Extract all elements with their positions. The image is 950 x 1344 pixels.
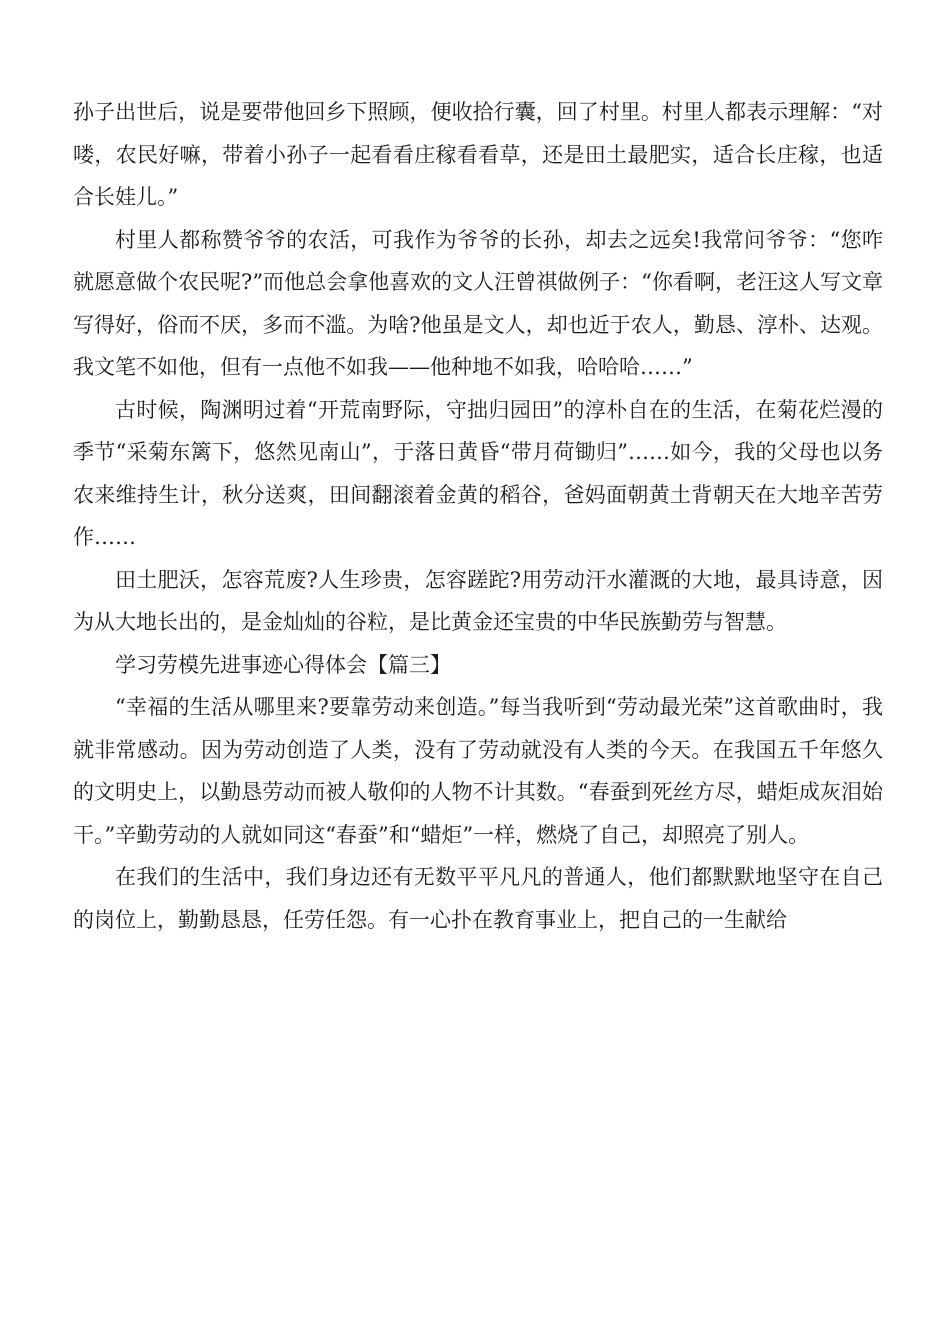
paragraph-continuation: 孙子出世后，说是要带他回乡下照顾，便收拾行囊，回了村里。村里人都表示理解：“对喽，农民好嘛，带着小孙子一起看看庄稼看看草，还是田土最肥实，适合长庄稼，也适合长娃儿。” [73,100,883,209]
document-body [73,91,883,941]
paragraph-grandfather-farming: 村里人都称赞爷爷的农活，可我作为爷爷的长孙，却去之远矣!我常问爷爷：“您咋就愿意做个农民呢?”而他总会拿他喜欢的文人汪曾祺做例子：“你看啊，老汪这人写文章写得好，俗而不厌，多而不滥。为啥?他虽是文人，却也近于农人，勤恳、淳朴、达观。我文笔不如他，但有一点他不如我——他种地不如我，哈哈哈……” [73,227,883,379]
section-heading: 学习劳模先进事迹心得体会【篇三】 [115,652,451,677]
paragraph-happy-life: “幸福的生活从哪里来?要靠劳动来创造。”每当我听到“劳动最光荣”这首歌曲时，我就非常感动。因为劳动创造了人类，没有了劳动就没有人类的今天。在我国五千年悠久的文明史上，以勤恳劳动而被人敬仰的人物不计其数。“春蚕到死丝方尽，蜡炬成灰泪始干。”辛勤劳动的人就如同这“春蚕”和“蜡炬”一样，燃烧了自己，却照亮了别人。 [73,695,883,847]
paragraph-tao-yuanming: 古时候，陶渊明过着“开荒南野际，守拙归园田”的淳朴自在的生活，在菊花烂漫的季节“采菊东篱下，悠然见南山”，于落日黄昏“带月荷锄归”……如今，我的父母也以务农来维持生计，秋分送爽，田间翻滚着金黄的稻谷，爸妈面朝黄土背朝天在大地辛苦劳作…… [73,397,883,549]
paragraph-fertile-land: 田土肥沃，怎容荒废?人生珍贵，怎容蹉跎?用劳动汗水灌溉的大地，最具诗意，因为从大地长出的，是金灿灿的谷粒，是比黄金还宝贵的中华民族勤劳与智慧。 [73,567,883,634]
paragraph-ordinary-people: 在我们的生活中，我们身边还有无数平平凡凡的普通人，他们都默默地坚守在自己的岗位上，勤勤恳恳，任劳任怨。有一心扑在教育事业上，把自己的一生献给 [73,865,883,932]
